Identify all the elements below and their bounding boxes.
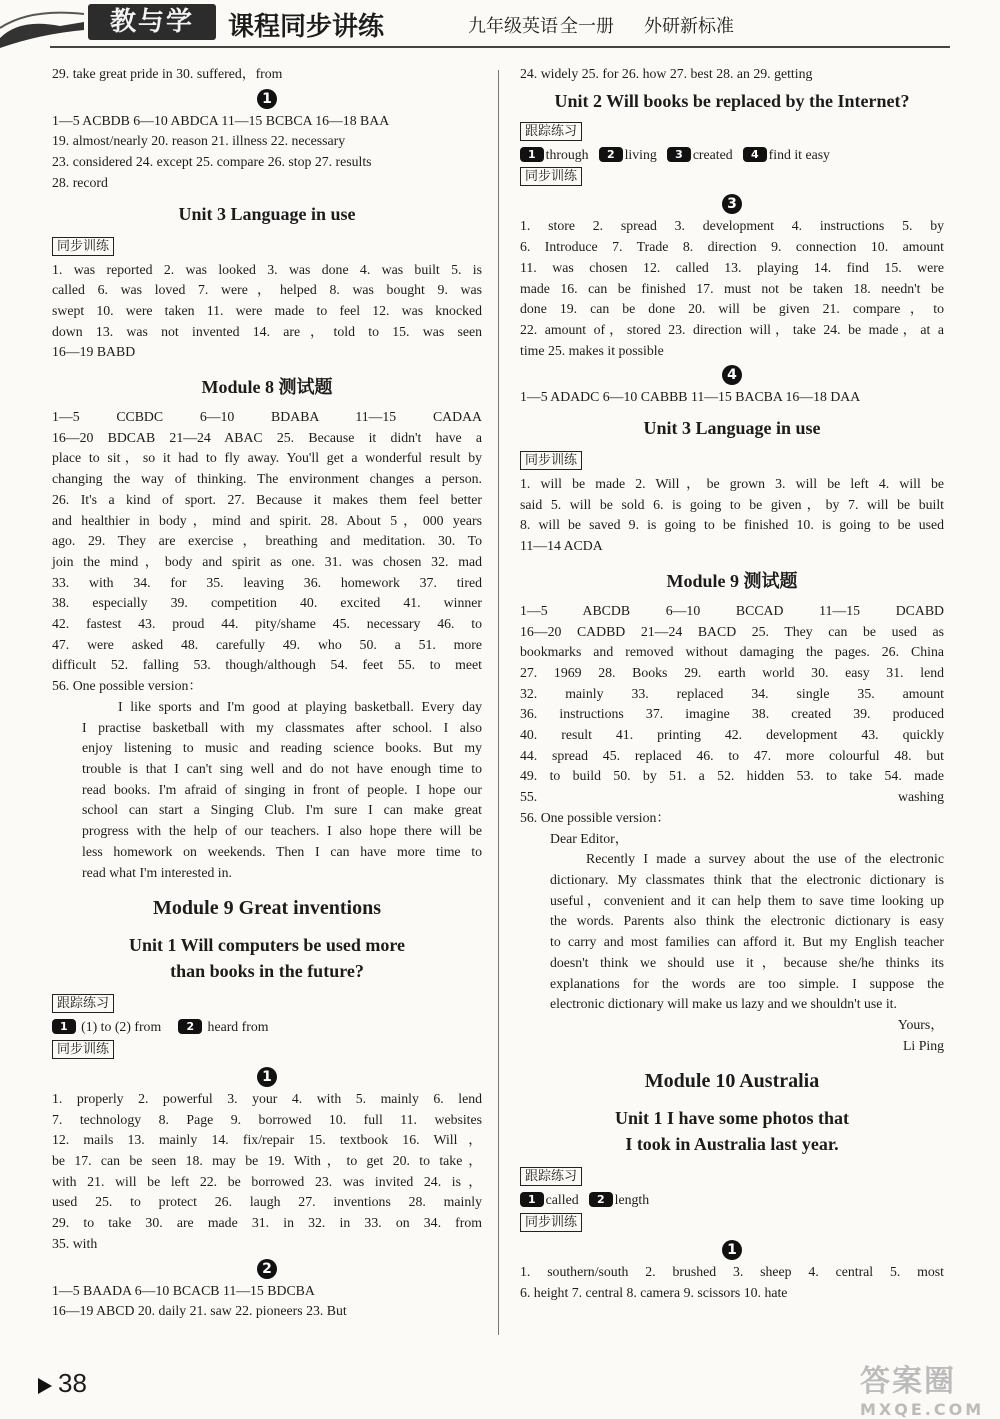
text-line: ago. 29. They are exercise，breathing and meditation. 30. To (52, 533, 482, 549)
text-line: used 25. to protect 26. laugh 27. inventions 28. mainly (52, 1194, 482, 1210)
text-line: 1—5 ABCDB 6—10 BCCAD 11—15 DCABD (520, 602, 944, 618)
answer-line: 24. widely 25. for 26. how 27. best 28. an 29. getting (520, 66, 813, 81)
text-line: bookmarks and removed without damaging the pages. 26. China (520, 644, 944, 660)
unit-heading-line: than books in the future? (170, 961, 364, 982)
section-number-badge: 1 (722, 1240, 742, 1260)
text-line: and healthier in body，mind and spirit. 28. About 5，000 years (52, 512, 482, 528)
page-number: 38 (58, 1368, 87, 1398)
text-line: 29. to take 30. are made 31. in 32. in 33. on 34. from (52, 1215, 482, 1231)
text-line: 16—19 ABCD 20. daily 21. saw 22. pioneers 23. But (52, 1303, 347, 1319)
unit-heading (52, 932, 482, 984)
text-line: 22. amount of，stored 23. direction will，take 24. be made，at a (520, 321, 944, 337)
text-line: 32. mainly 33. replaced 34. single 35. amount (520, 685, 944, 701)
watermark-logo: 答案圈 (860, 1364, 956, 1399)
follow-practice-tag: 跟踪练习 (52, 994, 114, 1013)
text-line: 26. It's a kind of sport. 27. Because it makes them feel better (52, 491, 482, 507)
text-line: said 5. will be sold 6. is going to be given，by 7. will be built (520, 496, 944, 512)
text-line: 1. store 2. spread 3. development 4. instructions 5. by (520, 218, 944, 234)
item-number-pill: 2 (589, 1192, 613, 1207)
follow-practice-answers (520, 1190, 944, 1211)
header-standard: 外研新标准 (644, 16, 734, 37)
unit-heading-line: I took in Australia last year. (625, 1134, 839, 1155)
answer-line: 1—5 ADADC 6—10 CABBB 11—15 BACBA 16—18 DAA (520, 389, 861, 405)
text-line: 23. considered 24. except 25. compare 26. stop 27. results (52, 154, 372, 170)
answer-block (52, 260, 482, 364)
text-line: 6. Introduce 7. Trade 8. direction 9. connection 10. amount (520, 239, 944, 255)
item-number-pill: 1 (520, 1192, 544, 1207)
section-number-badge: 4 (722, 365, 742, 385)
page-arrow-icon (38, 1378, 52, 1394)
text-line: 1—5 BAADA 6—10 BCACB 11—15 BDCBA (52, 1282, 315, 1298)
watermark-url: MXQE.COM (860, 1400, 985, 1419)
item-number-pill: 2 (599, 147, 623, 162)
answer-block (520, 474, 944, 557)
text-line: 1—5 ACBDB 6—10 ABDCA 11—15 BCBCA 16—18 BAA (52, 112, 390, 128)
section-number-badge: 1 (257, 1067, 277, 1087)
text-line: read books. I'm afraid of singing in front of people. I hope our (82, 781, 482, 797)
text-line: 8. will be saved 9. is going to be finished 10. is going to be used (520, 517, 944, 533)
text-line: 35. with (52, 1235, 98, 1251)
text-line: the words. Parents also think the electronic dictionary is easy (550, 913, 944, 929)
text-line: 1. was reported 2. was looked 3. was done 4. was built 5. is (52, 261, 482, 277)
page-header (0, 0, 1000, 56)
item-number-pill: 1 (52, 1019, 76, 1034)
sync-practice-tag: 同步训练 (52, 237, 114, 256)
text-line: 56. One possible version： (520, 809, 671, 825)
header-volume: 全一册 (560, 16, 614, 37)
text-line: school can start a Singing Club. I'm sure I can make great (82, 802, 482, 818)
sync-practice-tag: 同步训练 (520, 451, 582, 470)
follow-answer: living (624, 146, 657, 162)
sync-practice-tag: 同步训练 (520, 1213, 582, 1232)
text-line: 11—14 ACDA (520, 538, 603, 554)
follow-practice-tag: 跟踪练习 (520, 1167, 582, 1186)
follow-answer: find it easy (768, 146, 830, 162)
text-line: 33. with 34. for 35. leaving 36. homework 37. tired (52, 574, 482, 590)
column-divider (498, 70, 499, 1335)
text-line: made 16. can be finished 17. must not be taken 18. needn't be (520, 280, 944, 296)
text-line: explanations for the words are too simple. I suppose the (550, 975, 944, 991)
letter-body (520, 849, 944, 1015)
unit-heading: Unit 2 Will books be replaced by the Internet? (554, 90, 910, 111)
module-test-heading: Module 8 测试题 (201, 377, 333, 398)
page-footer (20, 1366, 320, 1406)
text-line: difficult 52. falling 53. though/although 54. feet 55. to meet (52, 657, 482, 673)
text-line: I practise basketball with my classmates after school. I also (82, 719, 482, 735)
text-line: 6. height 7. central 8. camera 9. scissors 10. hate (520, 1284, 788, 1300)
module-heading: Module 10 Australia (644, 1070, 820, 1093)
unit-heading-line: Unit 1 I have some photos that (614, 1108, 850, 1129)
follow-answer: called (545, 1192, 579, 1208)
text-line: I like sports and I'm good at playing basketball. Every day (118, 698, 482, 714)
answer-block (52, 407, 482, 697)
text-line: 12. mails 13. mainly 14. fix/repair 15. textbook 16. Will， (52, 1132, 482, 1148)
item-number-pill: 1 (520, 147, 544, 162)
header-decoration-graphic (0, 8, 84, 48)
text-line: electronic dictionary will make us lazy and we shouldn't use it. (550, 996, 897, 1012)
text-line: 40. result 41. printing 42. development 43. quickly (520, 727, 944, 743)
text-line: 11. was chosen 12. called 13. playing 14. find 15. were (520, 259, 944, 275)
text-line: 56. One possible version： (52, 678, 203, 694)
header-logo: 教与学 (88, 4, 216, 40)
text-line: join the mind，body and spirit as one. 31. was chosen 32. mad (52, 553, 482, 569)
text-line: trouble is that I can't sing well and do not have enough time to (82, 760, 482, 776)
text-line: done 19. can be done 20. will be given 21. compare，to (520, 301, 944, 317)
follow-practice-tag: 跟踪练习 (520, 122, 582, 141)
text-line: 42. fastest 43. proud 44. pity/shame 45. necessary 46. to (52, 616, 482, 632)
answer-block (52, 1281, 482, 1322)
text-line: changing the way of thinking. The environment changes a person. (52, 471, 482, 487)
section-number-badge: 3 (722, 194, 742, 214)
text-line: 47. were asked 48. carefully 49. who 50. a 51. more (52, 636, 482, 652)
answer-line: 29. take great pride in 30. suffered，from (52, 66, 283, 81)
text-line: 38. especially 39. competition 40. excited 41. winner (52, 595, 482, 611)
text-line: place to sit，so it had to fly away. You'll get a wonderful result by (52, 450, 482, 466)
header-title: 课程同步讲练 (228, 12, 385, 42)
text-line: 1. will be made 2. Will，be grown 3. will be left 4. will be (520, 476, 944, 492)
follow-answer: (1) to (2) from (81, 1019, 162, 1035)
text-line: 44. spread 45. replaced 46. to 47. more colourful 48. but (520, 747, 944, 763)
text-line: 55. washing (520, 789, 944, 805)
follow-answer: through (545, 146, 589, 162)
text-line: useful，convenient and it can help them to save time looking up (550, 892, 944, 908)
text-line: progress with the help of our teachers. I also hope there will be (82, 823, 482, 839)
text-line: dictionary. My classmates think that the electronic dictionary is (550, 871, 944, 887)
unit-heading (520, 1105, 944, 1157)
left-column (52, 64, 482, 1322)
follow-practice-answers (52, 1017, 482, 1038)
text-line: with 21. will be left 22. be borrowed 23. was invited 24. is， (52, 1173, 482, 1189)
unit-heading: Unit 3 Language in use (178, 203, 356, 224)
text-line: 28. record (52, 174, 108, 190)
right-column (520, 64, 944, 1303)
letter-salutation: Dear Editor， (550, 830, 629, 846)
item-number-pill: 3 (667, 147, 691, 162)
sync-practice-tag: 同步训练 (52, 1040, 114, 1059)
text-line: enjoy listening to music and reading science books. But my (82, 740, 482, 756)
answer-block (520, 216, 944, 361)
text-line: swept 10. were taken 11. were made to feel 12. was knocked (52, 302, 482, 318)
text-line: 16—20 BDCAB 21—24 ABAC 25. Because it didn't have a (52, 429, 482, 445)
text-line: 7. technology 8. Page 9. borrowed 10. full 11. websites (52, 1111, 482, 1127)
follow-answer: created (692, 146, 733, 162)
text-line: read what I'm interested in. (82, 864, 232, 880)
text-line: less homework on weekends. Then I can have more time to (82, 843, 482, 859)
text-line: 16—19 BABD (52, 344, 136, 360)
letter-closing: Yours， (897, 1016, 944, 1032)
letter-signature: Li Ping (902, 1037, 944, 1053)
text-line: 36. instructions 37. imagine 38. created 39. produced (520, 706, 944, 722)
header-rule (50, 46, 950, 48)
text-line: 49. to build 50. by 51. a 52. hidden 53. to take 54. made (520, 768, 944, 784)
item-number-pill: 2 (178, 1019, 202, 1034)
header-grade: 九年级英语 (468, 16, 558, 37)
text-line: down 13. was not invented 14. are，told to 15. was seen (52, 323, 482, 339)
unit-heading-line: Unit 1 Will computers be used more (128, 935, 405, 956)
text-line: to carry and most families can afford it. But my English teacher (550, 934, 944, 950)
text-line: Recently I made a survey about the use of the electronic (586, 851, 944, 867)
text-line: 19. almost/nearly 20. reason 21. illness 22. necessary (52, 133, 346, 149)
text-line: doesn't think we should use it，because she/he thinks its (550, 954, 944, 970)
answer-block (52, 1089, 482, 1255)
follow-answer: heard from (207, 1019, 269, 1035)
answer-block (520, 1262, 944, 1303)
section-number-badge: 1 (257, 89, 277, 109)
section-number-badge: 2 (257, 1259, 277, 1279)
follow-answer: length (614, 1192, 650, 1208)
sync-practice-tag: 同步训练 (520, 167, 582, 186)
text-line: 16—20 CADBD 21—24 BACD 25. They can be used as (520, 623, 944, 639)
text-line: be 17. can be seen 18. may be 19. With，to get 20. to take， (52, 1153, 482, 1169)
essay-block (52, 697, 482, 883)
text-line: called 6. was loved 7. were，helped 8. was bought 9. was (52, 282, 482, 298)
text-line: 1. properly 2. powerful 3. your 4. with 5. mainly 6. lend (52, 1090, 482, 1106)
answer-block (520, 601, 944, 829)
watermark (860, 1356, 990, 1419)
text-line: 1. southern/south 2. brushed 3. sheep 4. central 5. most (520, 1264, 944, 1280)
text-line: 27. 1969 28. Books 29. earth world 30. easy 31. lend (520, 664, 944, 680)
item-number-pill: 4 (743, 147, 767, 162)
follow-practice-answers (520, 145, 944, 166)
text-line: time 25. makes it possible (520, 342, 664, 358)
module-test-heading: Module 9 测试题 (666, 570, 798, 591)
module-heading: Module 9 Great inventions (153, 897, 381, 920)
answer-block (52, 111, 482, 194)
unit-heading: Unit 3 Language in use (643, 418, 821, 439)
text-line: 1—5 CCBDC 6—10 BDABA 11—15 CADAA (52, 409, 482, 425)
